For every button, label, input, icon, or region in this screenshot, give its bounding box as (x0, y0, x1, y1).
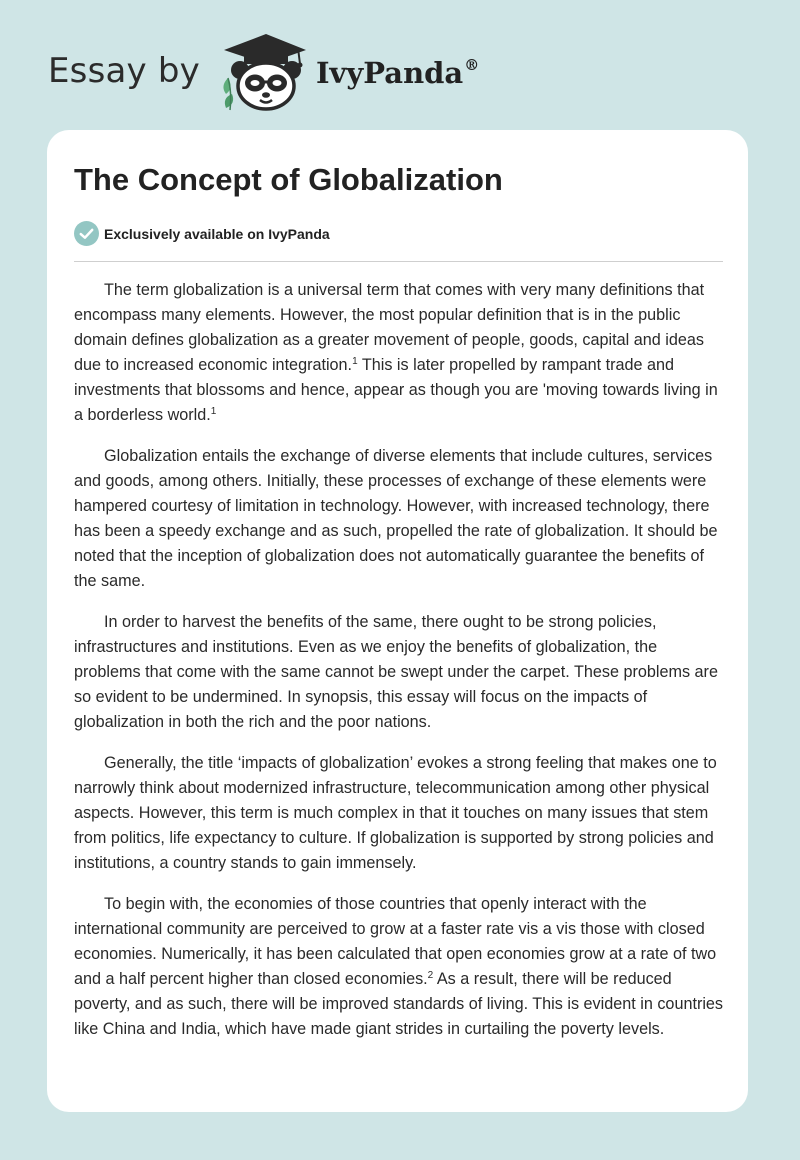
essay-paragraph (74, 278, 726, 428)
essay-paragraph (74, 892, 726, 1042)
essay-card (47, 130, 748, 1112)
footnote-ref: 2 (427, 970, 434, 981)
ivypanda-logo-icon (214, 30, 310, 112)
essay-paragraph (74, 610, 726, 735)
essay-paragraph (74, 444, 726, 594)
paragraph-text: This is later propelled by rampant trade and investments that blossoms and hence, appear as though you are 'moving towards living in a borderless world. (74, 356, 718, 424)
footnote-ref: 1 (352, 356, 358, 367)
registered-mark: ® (464, 56, 480, 74)
essay-title: The Concept of Globalization (74, 162, 503, 197)
paragraph-text: To begin with, the economies of those countries that openly interact with the international community are perceived to grow at a faster rate vis a vis those with closed economies. Numerically, it has been calculated that open economies grow at a rate of two and a half percent higher than closed economies. (74, 895, 717, 988)
paragraph-text: As a result, there will be reduced poverty, and as such, there will be improved standards of living. This is evident in countries like China and India, which have made giant strides in curtailing the poverty levels. (74, 970, 724, 1038)
ivypanda-brand (316, 56, 479, 90)
check-circle-icon (74, 221, 99, 246)
title-divider (74, 261, 723, 262)
essay-paragraph (74, 751, 726, 876)
paragraph-text: The term globalization is a universal term that comes with very many definitions that encompass many elements. However, the most popular definition that is in the public domain defines globalization as a greater movement of people, goods, capital and ideas due to increased economic integration. (74, 281, 705, 374)
essay-by-label: Essay by (48, 51, 200, 91)
exclusive-badge (74, 221, 330, 246)
paragraph-text: In order to harvest the benefits of the same, there ought to be strong policies, infrastructures and institutions. Even as we enjoy the benefits of globalization, the problems that come with the same cannot be swept under the carpet. These problems are so evident to be undermined. In synopsis, this essay will focus on the impacts of globalization in both the rich and the poor nations. (74, 613, 718, 731)
brand-name: IvyPanda (315, 56, 464, 90)
exclusive-badge-label: Exclusively available on IvyPanda (104, 225, 330, 242)
paragraph-text: Globalization entails the exchange of diverse elements that include cultures, services and goods, among others. Initially, these processes of exchange of these elements were hampered courtesy of limitation in technology. However, with increased technology, there has been a speedy exchange and as such, propelled the rate of globalization. It should be noted that the inception of globalization does not automatically guarantee the benefits of the same. (74, 447, 718, 590)
essay-body (74, 278, 726, 1058)
site-header (48, 30, 479, 112)
footnote-ref: 1 (210, 406, 217, 417)
paragraph-text: Generally, the title ‘impacts of globalization’ evokes a strong feeling that makes one to narrowly think about modernized infrastructure, telecommunication among other physical aspects. However, this term is much complex in that it touches on many issues that stem from politics, life expectancy to culture. If globalization is supported by strong policies and institutions, a country stands to gain immensely. (74, 754, 717, 872)
